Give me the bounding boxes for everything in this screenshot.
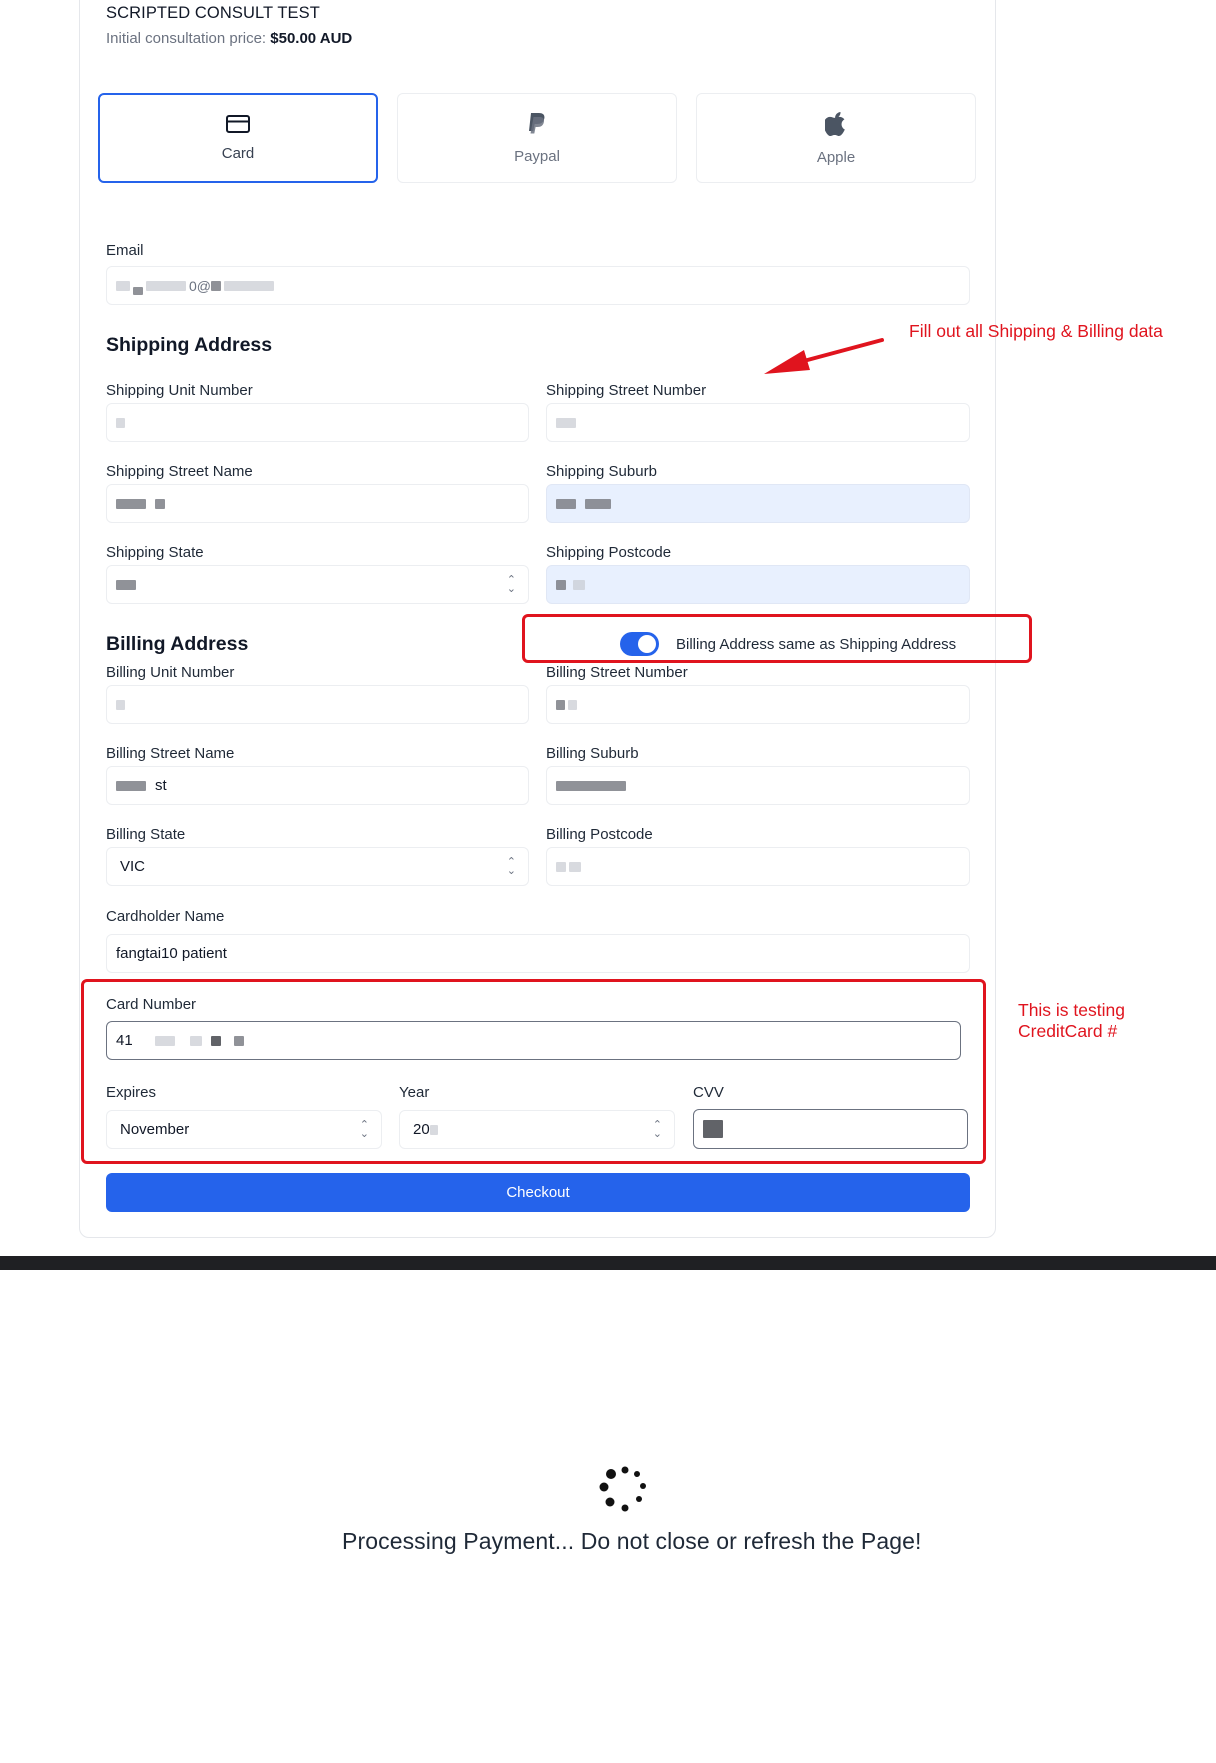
expires-value: November — [120, 1121, 190, 1138]
billing-street-name-suffix: st — [155, 777, 167, 794]
annotation-fill-out: Fill out all Shipping & Billing data — [909, 321, 1163, 341]
payment-method-label: Apple — [816, 148, 856, 166]
redacted-block — [146, 281, 186, 291]
redacted-block — [116, 281, 130, 291]
billing-street-name-input[interactable] — [106, 766, 529, 805]
cardholder-name-input[interactable] — [106, 934, 970, 973]
billing-state-value: VIC — [120, 858, 146, 875]
price-label: Initial consultation price: — [106, 30, 267, 47]
redacted-block — [556, 499, 576, 509]
year-label: Year — [399, 1084, 430, 1101]
payment-method-apple[interactable] — [696, 93, 976, 183]
shipping-state-label: Shipping State — [106, 544, 204, 561]
shipping-state-select[interactable] — [106, 565, 529, 604]
billing-heading: Billing Address — [106, 633, 249, 655]
redacted-block — [224, 281, 274, 291]
annotation-testing-line1: This is testing — [1018, 1000, 1125, 1020]
redacted-block — [573, 580, 585, 590]
select-chevron-icon: ⌃ ⌄ — [359, 1119, 369, 1140]
price-line — [106, 30, 352, 47]
billing-postcode-label: Billing Postcode — [546, 826, 653, 843]
redacted-block — [556, 862, 566, 872]
credit-card-icon — [226, 115, 250, 133]
redacted-block — [556, 580, 566, 590]
shipping-suburb-label: Shipping Suburb — [546, 463, 657, 480]
annotation-box-toggle — [522, 614, 1032, 663]
payment-method-label: Card — [221, 144, 255, 162]
redacted-block — [116, 418, 125, 428]
select-chevron-icon: ⌃ ⌄ — [506, 574, 516, 595]
email-visible-fragment: 0@ — [189, 277, 211, 294]
payment-method-card[interactable] — [98, 93, 378, 183]
shipping-street-name-label: Shipping Street Name — [106, 463, 253, 480]
billing-suburb-label: Billing Suburb — [546, 745, 639, 762]
card-number-visible-fragment: 41 — [116, 1032, 133, 1049]
price-value: $50.00 AUD — [270, 30, 353, 47]
redacted-block — [556, 700, 565, 710]
cardholder-name-value: fangtai10 patient — [116, 945, 227, 962]
apple-icon — [825, 111, 847, 137]
year-visible-fragment: 20 — [413, 1121, 430, 1138]
annotation-box-card — [81, 979, 986, 1164]
redacted-block — [133, 287, 143, 295]
redacted-block — [569, 862, 581, 872]
redacted-block — [556, 781, 626, 791]
cvv-label: CVV — [693, 1084, 724, 1101]
paypal-icon — [527, 112, 547, 136]
payment-method-paypal[interactable] — [397, 93, 677, 183]
billing-street-number-label: Billing Street Number — [546, 664, 688, 681]
expires-label: Expires — [106, 1084, 157, 1101]
processing-message: Processing Payment... Do not close or refresh the Page! — [342, 1528, 922, 1554]
redacted-block — [211, 281, 221, 291]
billing-same-as-shipping-label: Billing Address same as Shipping Address — [676, 636, 957, 653]
shipping-unit-input[interactable] — [106, 403, 529, 442]
annotation-arrow-icon — [760, 336, 886, 380]
redacted-block — [116, 781, 146, 791]
shipping-street-number-label: Shipping Street Number — [546, 382, 707, 399]
redacted-block — [556, 418, 576, 428]
select-chevron-icon: ⌃ ⌄ — [652, 1119, 662, 1140]
redacted-block — [155, 499, 165, 509]
card-number-label: Card Number — [106, 996, 197, 1013]
loading-spinner-icon — [598, 1465, 652, 1515]
shipping-heading: Shipping Address — [106, 334, 273, 356]
select-chevron-icon: ⌃ ⌄ — [506, 856, 516, 877]
billing-state-select[interactable] — [106, 847, 529, 886]
email-label: Email — [106, 242, 144, 259]
checkout-button[interactable]: Checkout — [106, 1173, 970, 1212]
shipping-street-number-input[interactable] — [546, 403, 970, 442]
redacted-block — [116, 700, 125, 710]
screenshot-divider — [0, 1256, 1216, 1270]
redacted-block — [116, 499, 146, 509]
billing-suburb-input[interactable] — [546, 766, 970, 805]
shipping-street-name-input[interactable] — [106, 484, 529, 523]
shipping-postcode-label: Shipping Postcode — [546, 544, 672, 561]
redacted-block — [116, 580, 136, 590]
billing-unit-input[interactable] — [106, 685, 529, 724]
shipping-suburb-input[interactable] — [546, 484, 970, 523]
payment-method-label: Paypal — [514, 147, 560, 165]
product-title: SCRIPTED CONSULT TEST — [106, 4, 320, 22]
billing-state-label: Billing State — [106, 826, 186, 843]
shipping-unit-label: Shipping Unit Number — [106, 382, 253, 399]
billing-street-number-input[interactable] — [546, 685, 970, 724]
billing-street-name-label: Billing Street Name — [106, 745, 235, 762]
shipping-postcode-input[interactable] — [546, 565, 970, 604]
email-input[interactable] — [106, 266, 970, 305]
billing-postcode-input[interactable] — [546, 847, 970, 886]
cardholder-name-label: Cardholder Name — [106, 908, 225, 925]
annotation-testing-line2: CreditCard # — [1018, 1021, 1118, 1041]
billing-unit-label: Billing Unit Number — [106, 664, 235, 681]
redacted-block — [585, 499, 611, 509]
redacted-block — [568, 700, 577, 710]
